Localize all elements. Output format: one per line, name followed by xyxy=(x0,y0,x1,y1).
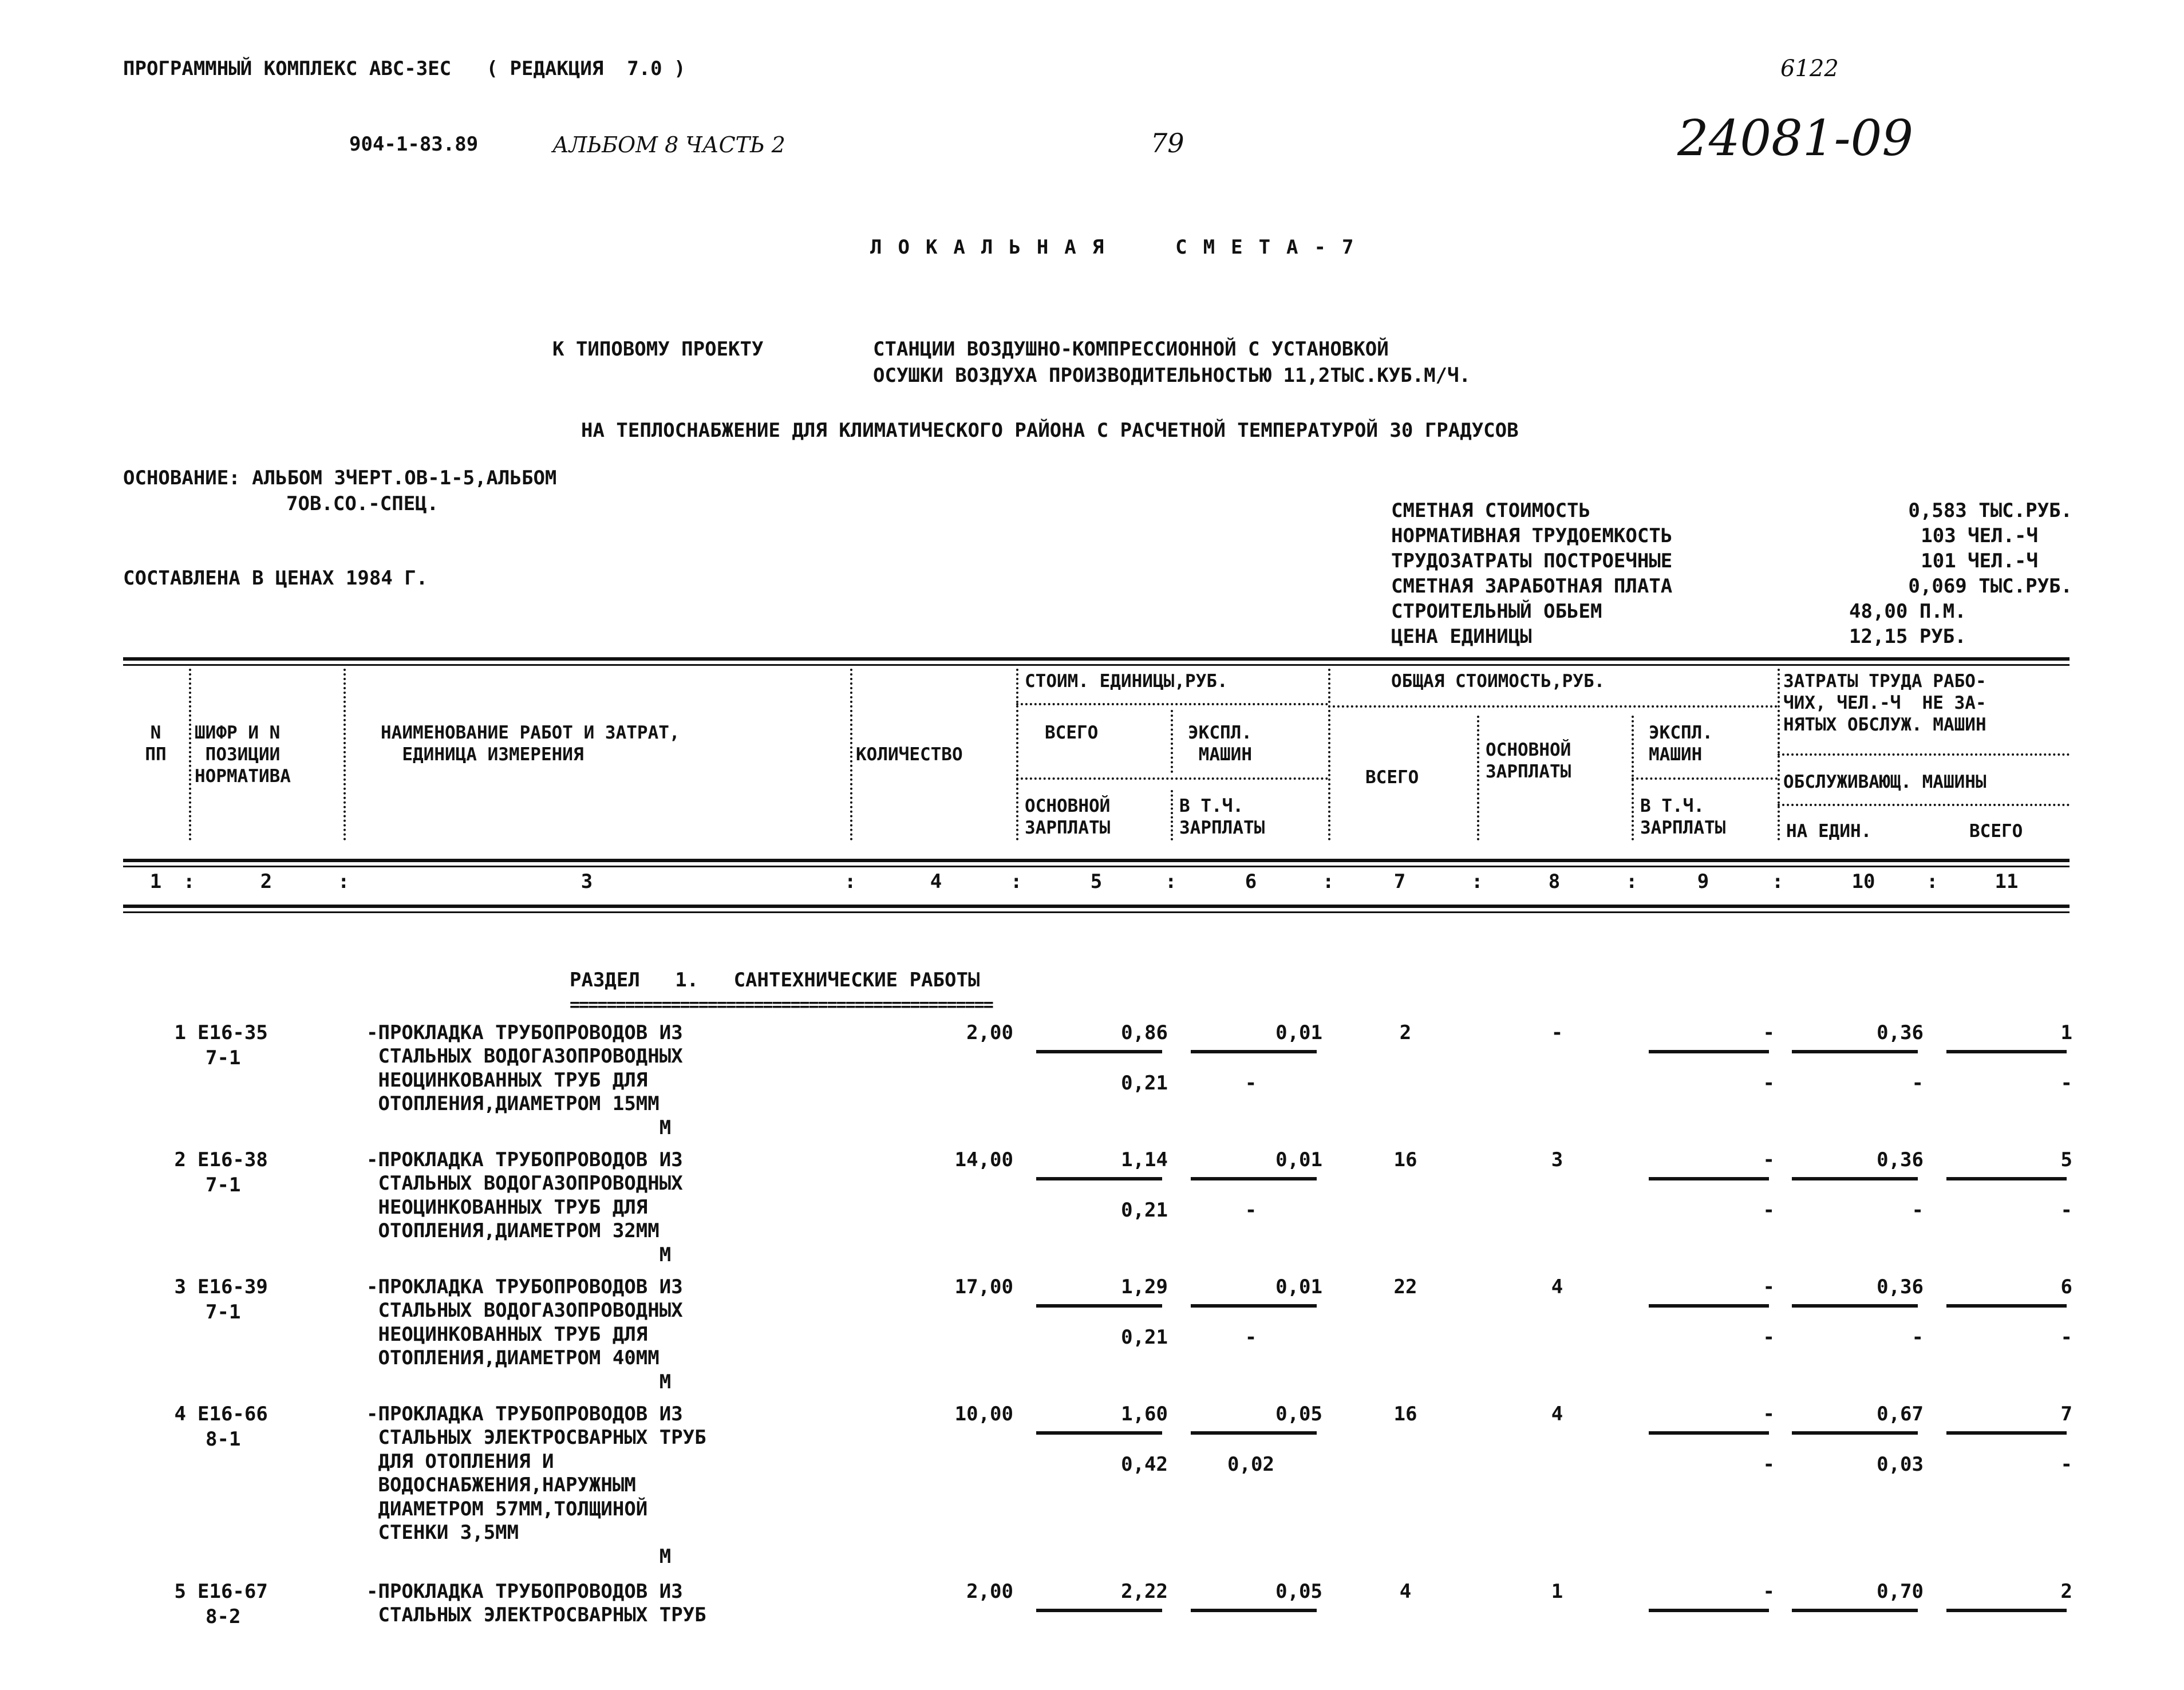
cell-total: 22 xyxy=(1393,1276,1417,1298)
summary-value: 12,15 РУБ. xyxy=(1849,625,1966,648)
header-separator xyxy=(1328,669,1330,840)
column-number-separators: : xyxy=(183,870,195,893)
cell-divider xyxy=(1191,1431,1317,1435)
header-inner-rule xyxy=(1016,703,1328,705)
col-header-unit-machines: ЭКСПЛ. МАШИН xyxy=(1188,722,1252,765)
cell-unit-mach-wage: 0,02 xyxy=(1227,1453,1274,1476)
cell-qty: 2,00 xyxy=(966,1580,1013,1603)
cell-code1: Е16-38 xyxy=(198,1148,268,1171)
col-header-labor-machines: ОБСЛУЖИВАЮЩ. МАШИНЫ xyxy=(1783,772,1986,792)
cell-labor-total: 1 xyxy=(2060,1021,2072,1044)
album-code: 904-1-83.89 xyxy=(349,133,479,156)
cell-name: -ПРОКЛАДКА ТРУБОПРОВОДОВ ИЗ СТАЛЬНЫХ ЭЛЕКТРОСВАРНЫХ ТРУБ xyxy=(366,1580,706,1627)
cell-total-wage: - xyxy=(1551,1021,1563,1044)
cell-unit-mach: 0,05 xyxy=(1275,1403,1322,1426)
header-top-rule-2 xyxy=(123,664,2070,666)
cell-divider xyxy=(1649,1304,1769,1308)
cell-unit-total: 1,29 xyxy=(1121,1276,1168,1298)
page-title: ЛОКАЛЬНАЯ СМЕТА-7 xyxy=(870,236,1370,259)
cell-qty: 10,00 xyxy=(954,1403,1013,1426)
column-number: 10 xyxy=(1851,870,1875,893)
cell-total-mach: - xyxy=(1763,1148,1775,1171)
cell-total-wage: 1 xyxy=(1551,1580,1563,1603)
cell-labor-mach-unit: - xyxy=(1912,1072,1924,1095)
col-header-labor-unit: НА ЕДИН. xyxy=(1786,821,1872,842)
header-bottom-rule-2 xyxy=(123,911,2070,913)
cell-unit-mach: 0,01 xyxy=(1275,1276,1322,1298)
cell-code1: Е16-39 xyxy=(198,1276,268,1298)
cell-labor-unit: 0,36 xyxy=(1877,1276,1924,1298)
cell-unit-total: 2,22 xyxy=(1121,1580,1168,1603)
cell-qty: 14,00 xyxy=(954,1148,1013,1171)
cell-code2: 7-1 xyxy=(206,1301,241,1324)
col-header-total-all: ВСЕГО xyxy=(1365,767,1419,788)
header-inner-rule xyxy=(1778,753,2070,756)
cell-code2: 7-1 xyxy=(206,1174,241,1197)
column-number: 6 xyxy=(1245,870,1257,893)
header-bottom-rule xyxy=(123,905,2070,908)
column-number: 2 xyxy=(260,870,272,893)
cell-divider xyxy=(1036,1431,1162,1435)
cell-divider xyxy=(1946,1609,2067,1612)
column-number: 8 xyxy=(1548,870,1561,893)
col-header-unit-cost: СТОИМ. ЕДИНИЦЫ,РУБ. xyxy=(1025,671,1228,692)
document-number: 24081-09 xyxy=(1677,110,1914,167)
cell-unit-total: 1,60 xyxy=(1121,1403,1168,1426)
column-number-separators: : xyxy=(844,870,856,893)
cell-unit-mach-wage: - xyxy=(1245,1072,1257,1095)
cell-divider xyxy=(1191,1609,1317,1612)
cell-qty: 17,00 xyxy=(954,1276,1013,1298)
summary-value: 0,069 ТЫС.РУБ. xyxy=(1908,575,2072,598)
cell-total-mach: - xyxy=(1763,1580,1775,1603)
cell-total: 4 xyxy=(1399,1580,1412,1603)
header-inner-rule xyxy=(1778,804,2070,806)
cell-divider xyxy=(1191,1304,1317,1308)
project-label: К ТИПОВОМУ ПРОЕКТУ xyxy=(552,338,764,361)
cell-total-mach-wage: - xyxy=(1763,1453,1775,1476)
cell-divider xyxy=(1792,1609,1918,1612)
project-line-2: ОСУШКИ ВОЗДУХА ПРОИЗВОДИТЕЛЬНОСТЬЮ 11,2ТЫС.КУБ.М/Ч. xyxy=(873,364,1471,387)
col-header-labor-total: ВСЕГО xyxy=(1969,821,2023,842)
cell-divider xyxy=(1191,1050,1317,1053)
summary-value: 103 ЧЕЛ.-Ч xyxy=(1921,524,2038,547)
cell-divider xyxy=(1946,1431,2067,1435)
cell-unit-wage: 0,21 xyxy=(1121,1072,1168,1095)
section-underline: ============================================== xyxy=(570,995,993,1015)
cell-divider xyxy=(1036,1304,1162,1308)
column-number: 3 xyxy=(580,870,593,893)
cell-divider xyxy=(1649,1609,1769,1612)
header-separator xyxy=(1016,669,1018,840)
header-separator xyxy=(1477,716,1479,840)
cell-labor-mach-unit: 0,03 xyxy=(1877,1453,1924,1476)
project-purpose: НА ТЕПЛОСНАБЖЕНИЕ ДЛЯ КЛИМАТИЧЕСКОГО РАЙОНА С РАСЧЕТНОЙ ТЕМПЕРАТУРОЙ 30 ГРАДУСОВ xyxy=(581,419,1519,442)
cell-divider xyxy=(1649,1177,1769,1180)
column-number: 11 xyxy=(1995,870,2019,893)
cell-total-mach: - xyxy=(1763,1403,1775,1426)
col-header-quantity: КОЛИЧЕСТВО xyxy=(856,744,963,765)
cell-unit-wage: 0,21 xyxy=(1121,1199,1168,1222)
col-header-total-wage: ОСНОВНОЙ ЗАРПЛАТЫ xyxy=(1486,740,1571,782)
cell-total-mach: - xyxy=(1763,1021,1775,1044)
cell-name: -ПРОКЛАДКА ТРУБОПРОВОДОВ ИЗ СТАЛЬНЫХ ВОДОГАЗОПРОВОДНЫХ НЕОЦИНКОВАННЫХ ТРУБ ДЛЯ ОТОПЛЕНИЯ,ДИАМЕТРОМ 32ММ М xyxy=(366,1148,683,1266)
cell-labor-mach-unit: - xyxy=(1912,1326,1924,1349)
cell-code2: 7-1 xyxy=(206,1047,241,1069)
cell-labor-unit: 0,36 xyxy=(1877,1148,1924,1171)
header-inner-rule xyxy=(1632,777,1778,780)
section-title: РАЗДЕЛ 1. САНТЕХНИЧЕСКИЕ РАБОТЫ xyxy=(570,969,980,992)
price-level: СОСТАВЛЕНА В ЦЕНАХ 1984 Г. xyxy=(123,567,428,590)
cell-labor-total: 7 xyxy=(2060,1403,2072,1426)
column-number: 4 xyxy=(930,870,942,893)
cell-unit-wage: 0,42 xyxy=(1121,1453,1168,1476)
cell-total-mach-wage: - xyxy=(1763,1072,1775,1095)
cell-total-mach-wage: - xyxy=(1763,1199,1775,1222)
cell-divider xyxy=(1946,1304,2067,1308)
col-header-unit-total: ВСЕГО xyxy=(1045,722,1099,743)
cell-name: -ПРОКЛАДКА ТРУБОПРОВОДОВ ИЗ СТАЛЬНЫХ ВОДОГАЗОПРОВОДНЫХ НЕОЦИНКОВАННЫХ ТРУБ ДЛЯ ОТОПЛЕНИЯ,ДИАМЕТРОМ 40ММ М xyxy=(366,1276,683,1393)
cell-divider xyxy=(1792,1431,1918,1435)
cell-qty: 2,00 xyxy=(966,1021,1013,1044)
cell-labor-mach-unit: - xyxy=(1912,1199,1924,1222)
cell-divider xyxy=(1649,1050,1769,1053)
summary-value: 0,583 ТЫС.РУБ. xyxy=(1908,499,2072,522)
col-header-labor: ЗАТРАТЫ ТРУДА РАБО- ЧИХ, ЧЕЛ.-Ч НЕ ЗА- НЯТЫХ ОБСЛУЖ. МАШИН xyxy=(1783,671,1986,735)
column-number-separators: : xyxy=(1471,870,1483,893)
cell-divider xyxy=(1792,1050,1918,1053)
cell-total-wage: 4 xyxy=(1551,1403,1563,1426)
cell-divider xyxy=(1946,1177,2067,1180)
header-top-rule xyxy=(123,657,2070,661)
col-header-total-cost: ОБЩАЯ СТОИМОСТЬ,РУБ. xyxy=(1391,671,1605,692)
basis-line-2: 7ОВ.СО.-СПЕЦ. xyxy=(286,492,439,515)
cell-unit-wage: 0,21 xyxy=(1121,1326,1168,1349)
summary-value: 101 ЧЕЛ.-Ч xyxy=(1921,550,2038,572)
cell-unit-total: 0,86 xyxy=(1121,1021,1168,1044)
cell-n: 1 xyxy=(174,1021,186,1044)
summary-value: 48,00 П.М. xyxy=(1849,600,1966,623)
cell-divider xyxy=(1792,1177,1918,1180)
column-number: 9 xyxy=(1697,870,1709,893)
cell-labor-mach-total: - xyxy=(2060,1072,2072,1095)
col-header-name: НАИМЕНОВАНИЕ РАБОТ И ЗАТРАТ, ЕДИНИЦА ИЗМЕРЕНИЯ xyxy=(381,722,680,765)
cell-unit-mach-wage: - xyxy=(1245,1326,1257,1349)
column-number: 1 xyxy=(149,870,162,893)
project-line-1: СТАНЦИИ ВОЗДУШНО-КОМПРЕССИОННОЙ С УСТАНОВКОЙ xyxy=(873,338,1389,361)
cell-labor-unit: 0,70 xyxy=(1877,1580,1924,1603)
header-separator xyxy=(1171,710,1173,773)
cell-n: 5 xyxy=(174,1580,186,1603)
col-header-total-machines: ЭКСПЛ. МАШИН xyxy=(1649,722,1713,765)
column-number-separators: : xyxy=(338,870,350,893)
column-number-separators: : xyxy=(1926,870,1938,893)
header-separator xyxy=(850,669,852,840)
cell-total-mach: - xyxy=(1763,1276,1775,1298)
header-mid-rule xyxy=(123,859,2070,862)
header-separator xyxy=(1171,790,1173,840)
summary-label: СМЕТНАЯ ЗАРАБОТНАЯ ПЛАТА xyxy=(1391,575,1673,598)
column-number-separators: : xyxy=(1165,870,1177,893)
header-separator xyxy=(189,669,191,840)
cell-code1: Е16-67 xyxy=(198,1580,268,1603)
cell-n: 4 xyxy=(174,1403,186,1426)
cell-labor-unit: 0,36 xyxy=(1877,1021,1924,1044)
col-header-total-machine-wage: В Т.Ч. ЗАРПЛАТЫ xyxy=(1640,796,1726,838)
column-number-separators: : xyxy=(1010,870,1022,893)
summary-label: СТРОИТЕЛЬНЫЙ ОБЬЕМ xyxy=(1391,600,1602,623)
column-number: 5 xyxy=(1090,870,1103,893)
cell-labor-total: 5 xyxy=(2060,1148,2072,1171)
cell-name: -ПРОКЛАДКА ТРУБОПРОВОДОВ ИЗ СТАЛЬНЫХ ЭЛЕКТРОСВАРНЫХ ТРУБ ДЛЯ ОТОПЛЕНИЯ И ВОДОСНАБЖЕНИЯ,НАРУЖНЫМ ДИАМЕТРОМ 57ММ,ТОЛЩИНОЙ СТЕНКИ 3,5ММ М xyxy=(366,1403,706,1568)
program-title: ПРОГРАММНЫЙ КОМПЛЕКС АВС-3ЕС ( РЕДАКЦИЯ 7.0 ) xyxy=(123,57,686,80)
cell-name: -ПРОКЛАДКА ТРУБОПРОВОДОВ ИЗ СТАЛЬНЫХ ВОДОГАЗОПРОВОДНЫХ НЕОЦИНКОВАННЫХ ТРУБ ДЛЯ ОТОПЛЕНИЯ,ДИАМЕТРОМ 15ММ М xyxy=(366,1021,683,1139)
cell-total-wage: 3 xyxy=(1551,1148,1563,1171)
col-header-unit-machine-wage: В Т.Ч. ЗАРПЛАТЫ xyxy=(1179,796,1265,838)
header-separator xyxy=(343,669,346,840)
cell-unit-mach-wage: - xyxy=(1245,1199,1257,1222)
cell-n: 3 xyxy=(174,1276,186,1298)
col-header-n: N ПП xyxy=(145,722,167,765)
column-number-separators: : xyxy=(1322,870,1334,893)
cell-divider xyxy=(1649,1431,1769,1435)
page-number: 79 xyxy=(1151,128,1184,159)
cell-divider xyxy=(1036,1609,1162,1612)
cell-divider xyxy=(1036,1177,1162,1180)
cell-divider xyxy=(1792,1304,1918,1308)
cell-unit-mach: 0,05 xyxy=(1275,1580,1322,1603)
summary-label: НОРМАТИВНАЯ ТРУДОЕМКОСТЬ xyxy=(1391,524,1673,547)
cell-total-wage: 4 xyxy=(1551,1276,1563,1298)
cell-total: 16 xyxy=(1393,1403,1417,1426)
cell-labor-total: 2 xyxy=(2060,1580,2072,1603)
summary-label: ТРУДОЗАТРАТЫ ПОСТРОЕЧНЫЕ xyxy=(1391,550,1673,572)
cell-unit-mach: 0,01 xyxy=(1275,1148,1322,1171)
cell-total: 16 xyxy=(1393,1148,1417,1171)
cell-unit-mach: 0,01 xyxy=(1275,1021,1322,1044)
cell-divider xyxy=(1191,1177,1317,1180)
cell-labor-mach-total: - xyxy=(2060,1199,2072,1222)
cell-divider xyxy=(1036,1050,1162,1053)
cell-total: 2 xyxy=(1399,1021,1412,1044)
col-header-code: ШИФР И N ПОЗИЦИИ НОРМАТИВА xyxy=(195,722,291,787)
cell-labor-total: 6 xyxy=(2060,1276,2072,1298)
summary-label: ЦЕНА ЕДИНИЦЫ xyxy=(1391,625,1532,648)
header-inner-rule xyxy=(1016,777,1328,780)
album-note: АЛЬБОМ 8 ЧАСТЬ 2 xyxy=(552,132,785,157)
column-number-separators: : xyxy=(1772,870,1784,893)
sheet-number: 6122 xyxy=(1780,56,1839,82)
column-number-separators: : xyxy=(1626,870,1638,893)
header-inner-rule xyxy=(1328,705,1778,708)
cell-divider xyxy=(1946,1050,2067,1053)
cell-n: 2 xyxy=(174,1148,186,1171)
basis-line-1: ОСНОВАНИЕ: АЛЬБОМ 3ЧЕРТ.ОВ-1-5,АЛЬБОМ xyxy=(123,467,557,489)
header-mid-rule-2 xyxy=(123,866,2070,867)
cell-code2: 8-2 xyxy=(206,1605,241,1628)
summary-label: СМЕТНАЯ СТОИМОСТЬ xyxy=(1391,499,1590,522)
cell-labor-mach-total: - xyxy=(2060,1453,2072,1476)
cell-unit-total: 1,14 xyxy=(1121,1148,1168,1171)
cell-code2: 8-1 xyxy=(206,1428,241,1451)
cell-total-mach-wage: - xyxy=(1763,1326,1775,1349)
cell-code1: Е16-66 xyxy=(198,1403,268,1426)
cell-labor-mach-total: - xyxy=(2060,1326,2072,1349)
cell-code1: Е16-35 xyxy=(198,1021,268,1044)
col-header-unit-wage: ОСНОВНОЙ ЗАРПЛАТЫ xyxy=(1025,796,1111,838)
cell-labor-unit: 0,67 xyxy=(1877,1403,1924,1426)
column-number: 7 xyxy=(1393,870,1406,893)
